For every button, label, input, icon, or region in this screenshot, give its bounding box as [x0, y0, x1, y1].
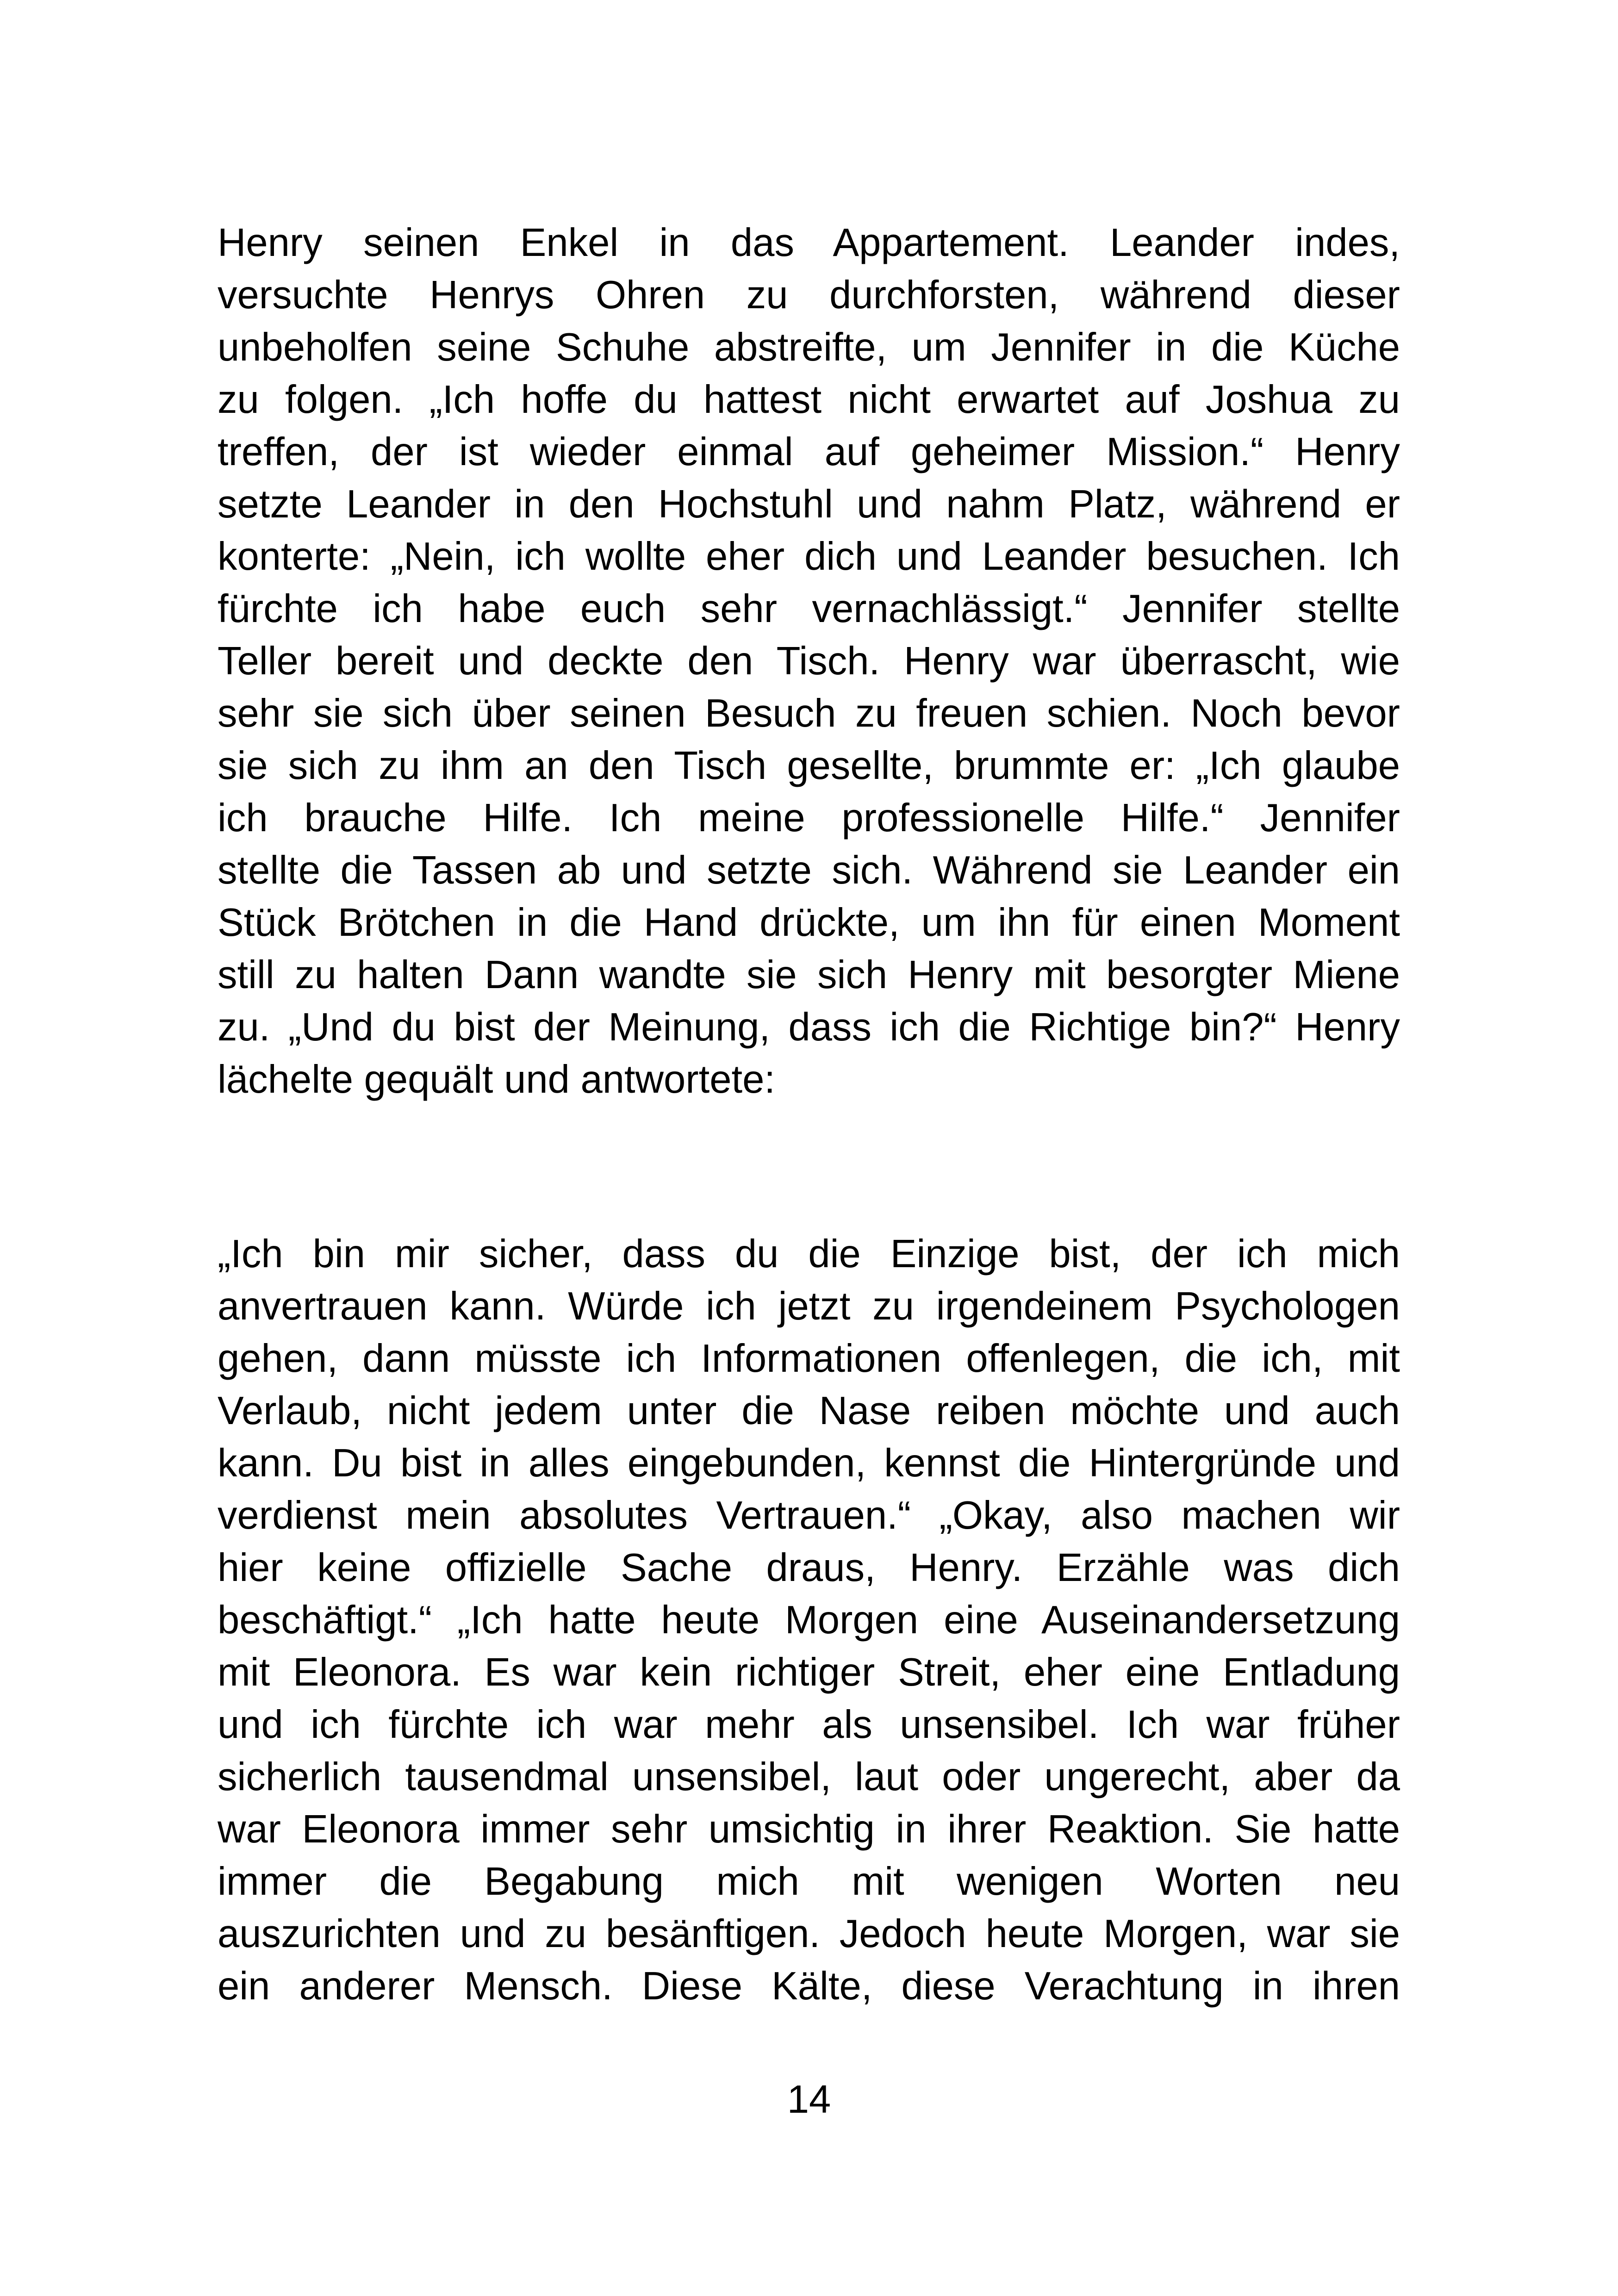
text-line: Teller bereit und deckte den Tisch. Henry war überrascht, wie	[218, 639, 1400, 683]
text-line: Stück Brötchen in die Hand drückte, um ihn für einen Moment	[218, 901, 1400, 945]
text-line: sehr sie sich über seinen Besuch zu freuen schien. Noch bevor	[218, 691, 1400, 735]
text-line: lächelte gequält und antwortete:	[218, 1058, 776, 1101]
text-line: anvertrauen kann. Würde ich jetzt zu irgendeinem Psychologen	[218, 1284, 1400, 1328]
text-line: versuchte Henrys Ohren zu durchforsten, während dieser	[218, 273, 1400, 317]
text-line: und ich fürchte ich war mehr als unsensibel. Ich war früher	[218, 1703, 1400, 1747]
text-line: immer die Begabung mich mit wenigen Worten neu	[218, 1860, 1400, 1904]
text-line: sie sich zu ihm an den Tisch gesellte, brummte er: „Ich glaube	[218, 744, 1400, 788]
text-line: konterte: „Nein, ich wollte eher dich und Leander besuchen. Ich	[218, 535, 1400, 579]
text-line: auszurichten und zu besänftigen. Jedoch heute Morgen, war sie	[218, 1912, 1400, 1956]
text-line: sicherlich tausendmal unsensibel, laut oder ungerecht, aber da	[218, 1755, 1400, 1799]
text-line: unbeholfen seine Schuhe abstreifte, um Jennifer in die Küche	[218, 325, 1400, 369]
text-line: zu folgen. „Ich hoffe du hattest nicht erwartet auf Joshua zu	[218, 378, 1400, 422]
text-line: mit Eleonora. Es war kein richtiger Streit, eher eine Entladung	[218, 1650, 1400, 1694]
text-line: hier keine offizielle Sache draus, Henry. Erzähle was dich	[218, 1546, 1400, 1590]
text-line: still zu halten Dann wandte sie sich Henry mit besorgter Miene	[218, 953, 1400, 997]
text-line: war Eleonora immer sehr umsichtig in ihrer Reaktion. Sie hatte	[218, 1807, 1400, 1851]
text-line: „Ich bin mir sicher, dass du die Einzige bist, der ich mich	[218, 1232, 1400, 1276]
text-line: ein anderer Mensch. Diese Kälte, diese Verachtung in ihren	[218, 1964, 1400, 2008]
text-line: ich brauche Hilfe. Ich meine professionelle Hilfe.“ Jennifer	[218, 796, 1400, 840]
text-line: kann. Du bist in alles eingebunden, kennst die Hintergründe und	[218, 1441, 1400, 1485]
text-line: setzte Leander in den Hochstuhl und nahm Platz, während er	[218, 482, 1400, 526]
paragraph-1	[218, 217, 1400, 1106]
text-line: fürchte ich habe euch sehr vernachlässigt.“ Jennifer stellte	[218, 587, 1400, 631]
paragraph-2	[218, 1228, 1400, 2012]
text-line: gehen, dann müsste ich Informationen offenlegen, die ich, mit	[218, 1337, 1400, 1381]
text-line: zu. „Und du bist der Meinung, dass ich die Richtige bin?“ Henry	[218, 1005, 1400, 1049]
text-line: Verlaub, nicht jedem unter die Nase reiben möchte und auch	[218, 1389, 1400, 1433]
text-line: treffen, der ist wieder einmal auf geheimer Mission.“ Henry	[218, 430, 1400, 474]
text-line: verdienst mein absolutes Vertrauen.“ „Okay, also machen wir	[218, 1493, 1400, 1537]
page-number: 14	[787, 2078, 831, 2122]
text-line: stellte die Tassen ab und setzte sich. Während sie Leander ein	[218, 848, 1400, 892]
text-line: beschäftigt.“ „Ich hatte heute Morgen eine Auseinandersetzung	[218, 1598, 1400, 1642]
text-line: Henry seinen Enkel in das Appartement. Leander indes,	[218, 221, 1400, 265]
